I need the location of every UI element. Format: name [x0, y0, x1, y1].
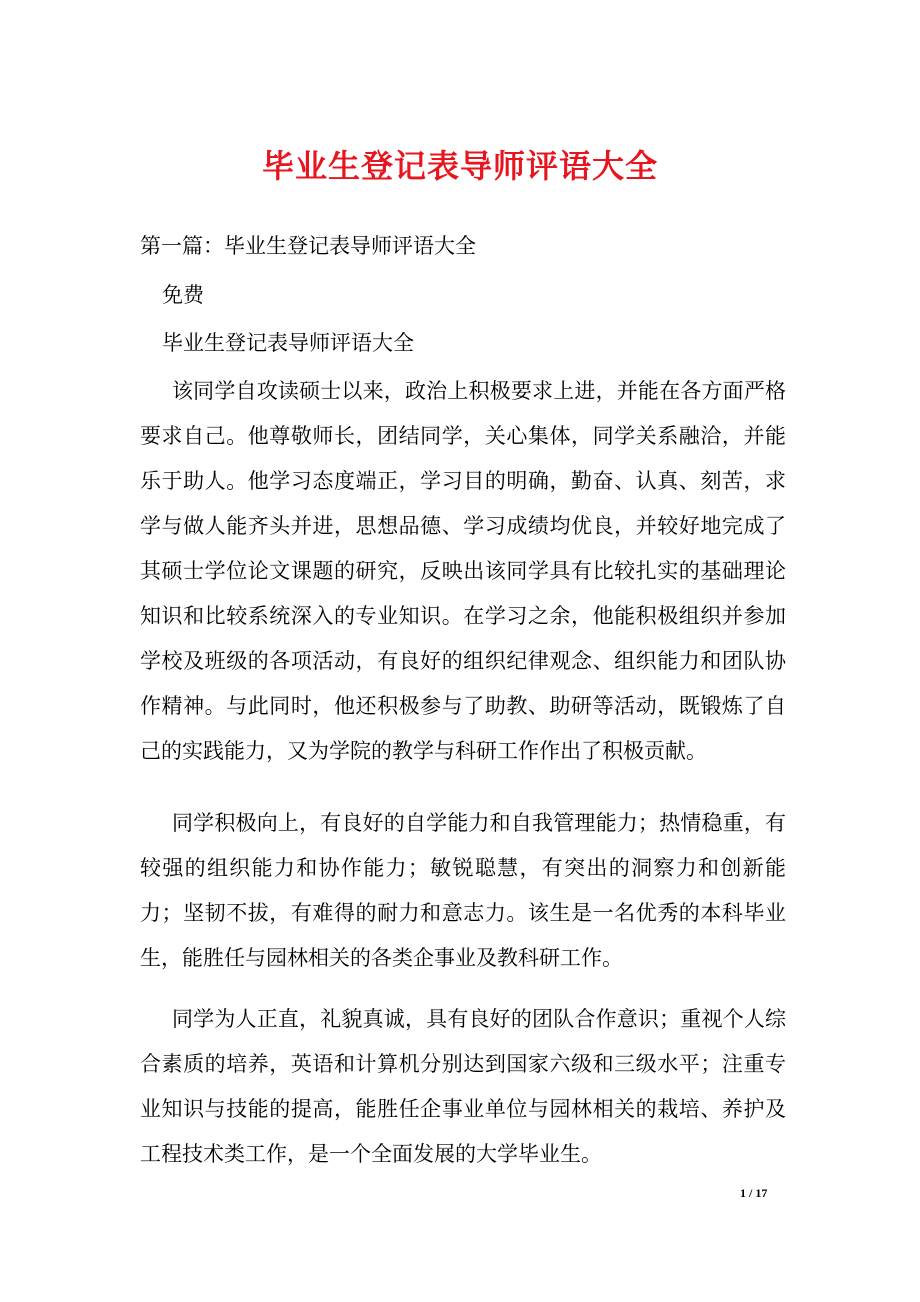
document-title: 毕业生登记表导师评语大全	[261, 147, 658, 185]
section-heading: 第一篇：毕业生登记表导师评语大全	[140, 234, 476, 258]
page-number: 1 / 17	[740, 1186, 768, 1200]
free-label: 免费	[162, 283, 204, 307]
paragraph-1: 该同学自攻读硕士以来，政治上积极要求上进，并能在各方面严格要求自己。他尊敬师长，团结同学，关心集体，同学关系融洽，并能乐于助人。他学习态度端正，学习目的明确，勤奋、认真、刻苦，求学与做人能齐头并进，思想品德、学习成绩均优良，并较好地完成了其硕士学位论文课题的研究，反映出该同学具有比较扎实的基础理论知识和比较系统深入的专业知识。在学习之余，他能积极组织并参加学校及班级的各项活动，有良好的组织纪律观念、组织能力和团队协作精神。与此同时，他还积极参与了助教、助研等活动，既锻炼了自己的实践能力，又为学院的教学与科研工作作出了积极贡献。	[140, 379, 786, 763]
paragraph-3: 同学为人正直，礼貌真诚，具有良好的团队合作意识；重视个人综合素质的培养，英语和计算机分别达到国家六级和三级水平；注重专业知识与技能的提高，能胜任企事业单位与园林相关的栽培、养护及工程技术类工作，是一个全面发展的大学毕业生。	[140, 1007, 786, 1166]
paragraph-2: 同学积极向上，有良好的自学能力和自我管理能力；热情稳重，有较强的组织能力和协作能力；敏锐聪慧，有突出的洞察力和创新能力；坚韧不拔，有难得的耐力和意志力。该生是一名优秀的本科毕业生，能胜任与园林相关的各类企事业及教科研工作。	[140, 811, 786, 970]
document-subtitle: 毕业生登记表导师评语大全	[162, 331, 414, 355]
